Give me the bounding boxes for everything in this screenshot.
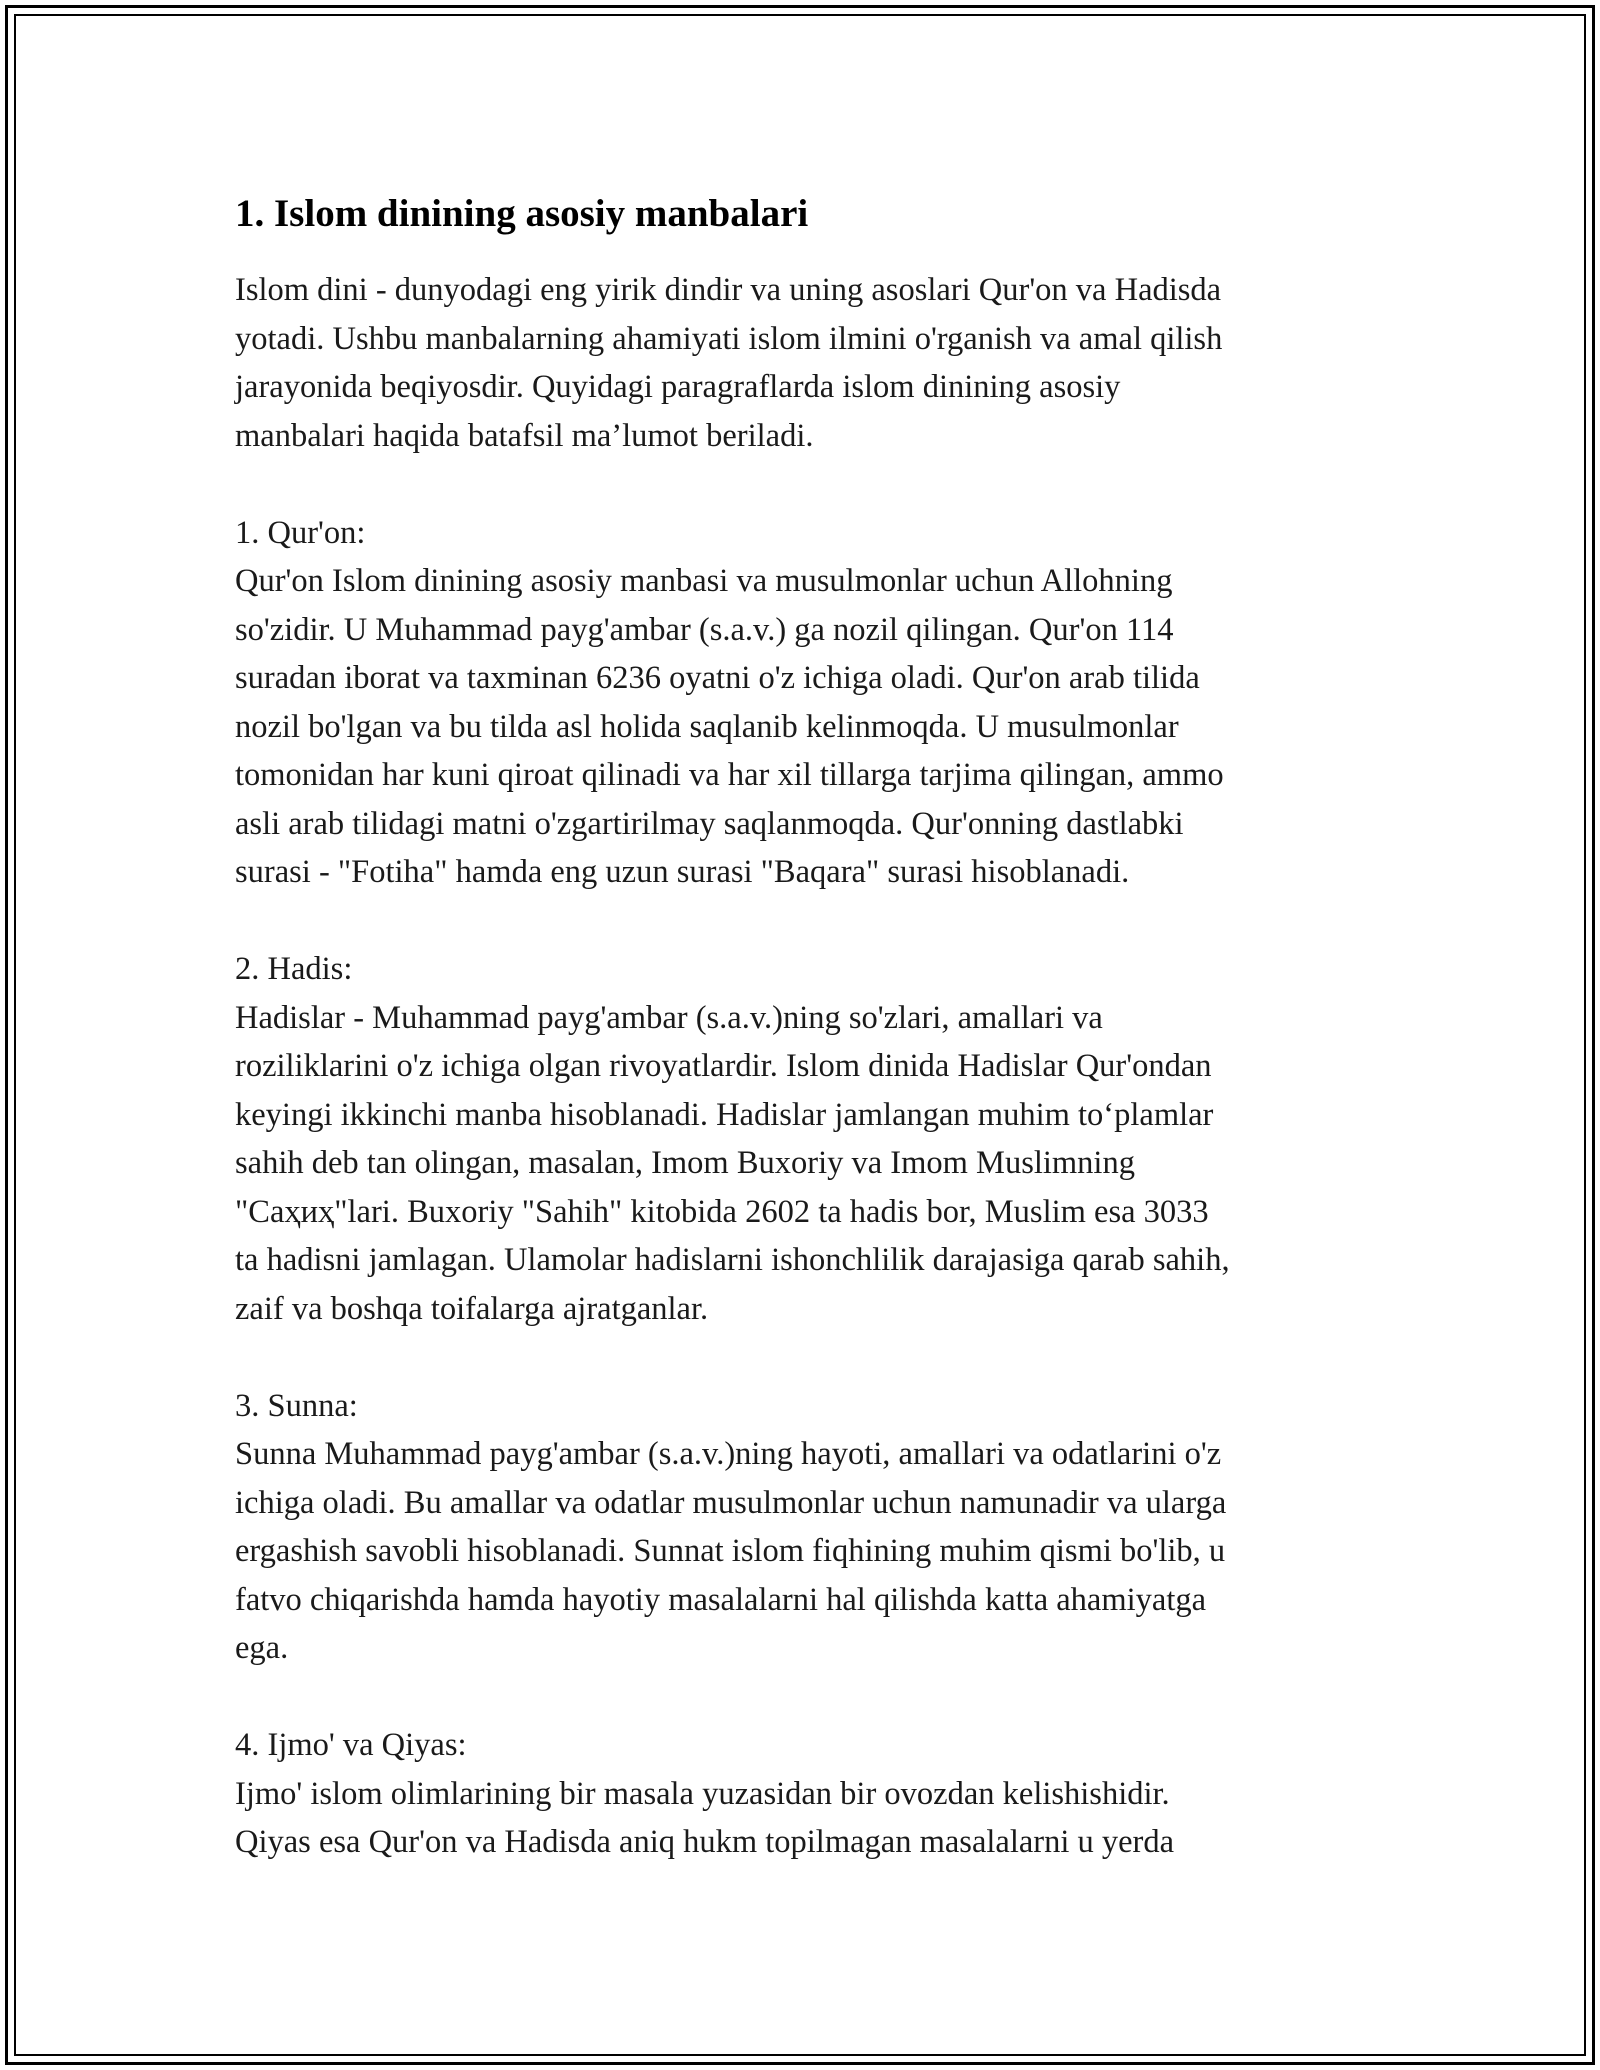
section-line: Qur'on Islom dinining asosiy manbasi va musulmonlar uchun Allohning (235, 563, 1173, 599)
section-line: surasi - "Fotiha" hamda eng uzun surasi "Baqara" surasi hisoblanadi. (235, 854, 1130, 890)
section-line: suradan iborat va taxminan 6236 oyatni o'z ichiga oladi. Qur'on arab tilida (235, 660, 1200, 696)
section-line: nozil bo'lgan va bu tilda asl holida saqlanib kelinmoqda. U musulmonlar (235, 708, 1179, 745)
section-line: ta hadisni jamlagan. Ulamolar hadislarni ishonchlilik darajasiga qarab sahih, (235, 1242, 1230, 1278)
section-line: ergashish savobli hisoblanadi. Sunnat islom fiqhining muhim qismi bo'lib, u (235, 1533, 1226, 1569)
section-quran (235, 509, 1385, 897)
section-line: keyingi ikkinchi manba hisoblanadi. Hadislar jamlangan muhim to‘plamlar (235, 1096, 1214, 1133)
intro-line: jarayonida beqiyosdir. Quyidagi paragraflarda islom dinining asosiy (235, 369, 1121, 405)
intro-paragraph (235, 266, 1385, 460)
section-line: sahih deb tan olingan, masalan, Imom Buxoriy va Imom Muslimning (235, 1145, 1135, 1181)
section-line: so'zidir. U Muhammad payg'ambar (s.a.v.) ga nozil qilingan. Qur'on 114 (235, 611, 1174, 648)
section-line: fatvo chiqarishda hamda hayotiy masalalarni hal qilishda katta ahamiyatga (235, 1581, 1207, 1618)
section-line: asli arab tilidagi matni o'zgartirilmay saqlanmoqda. Qur'onning dastlabki (235, 805, 1184, 842)
document-heading: 1. Islom dinining asosiy manbalari (235, 192, 809, 235)
section-line: Sunna Muhammad payg'ambar (s.a.v.)ning hayoti, amallari va odatlarini o'z (235, 1436, 1222, 1472)
section-line: roziliklarini o'z ichiga olgan rivoyatlardir. Islom dinida Hadislar Qur'ondan (235, 1048, 1212, 1084)
section-title: 1. Qur'on: (235, 514, 366, 551)
section-line: Hadislar - Muhammad payg'ambar (s.a.v.)ning so'zlari, amallari va (235, 999, 1103, 1036)
intro-line: manbalari haqida batafsil ma’lumot beriladi. (235, 417, 814, 454)
intro-line: yotadi. Ushbu manbalarning ahamiyati islom ilmini o'rganish va amal qilish (235, 320, 1223, 357)
document-body (235, 188, 1385, 1867)
section-title: 3. Sunna: (235, 1387, 358, 1424)
section-line: Qiyas esa Qur'on va Hadisda aniq hukm topilmagan masalalarni u yerda (235, 1824, 1175, 1860)
section-line: "Саҳиҳ"lari. Buxoriy "Sahih" kitobida 2602 ta hadis bor, Muslim esa 3033 (235, 1193, 1209, 1230)
intro-line: Islom dini - dunyodagi eng yirik dindir va uning asoslari Qur'on va Hadisda (235, 272, 1222, 308)
section-hadis (235, 945, 1385, 1333)
section-line: tomonidan har kuni qiroat qilinadi va har xil tillarga tarjima qilingan, ammo (235, 757, 1224, 793)
section-line: ega. (235, 1630, 289, 1666)
section-line: zaif va boshqa toifalarga ajratganlar. (235, 1290, 709, 1327)
section-line: ichiga oladi. Bu amallar va odatlar musulmonlar uchun namunadir va ularga (235, 1484, 1227, 1521)
section-sunna (235, 1382, 1385, 1673)
section-title: 2. Hadis: (235, 951, 353, 987)
section-ijmo-qiyas (235, 1721, 1385, 1867)
section-title: 4. Ijmo' va Qiyas: (235, 1727, 467, 1763)
section-line: Ijmo' islom olimlarining bir masala yuzasidan bir ovozdan kelishishidir. (235, 1775, 1170, 1812)
